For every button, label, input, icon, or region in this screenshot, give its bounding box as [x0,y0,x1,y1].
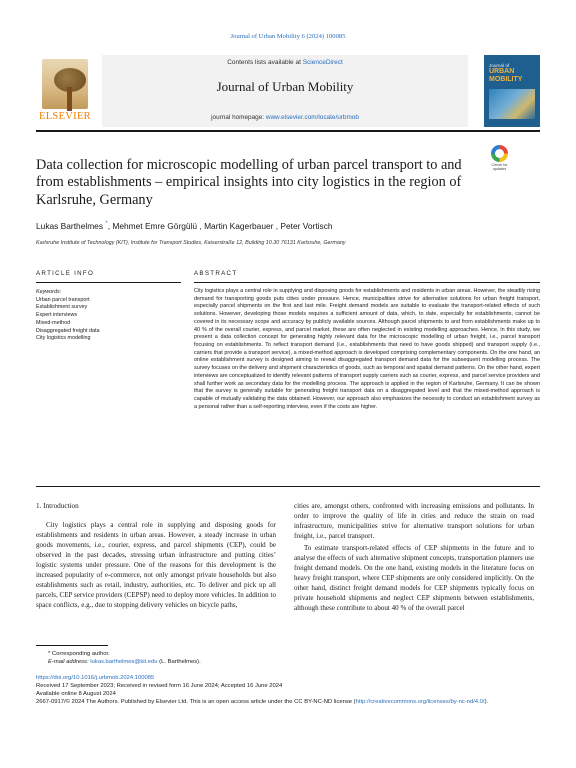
body-paragraph: City logistics plays a central role in supplying and disposing goods for establishments and residents in urban areas. However, a steady increase in urban goods movements, i.e., courier, express, and parcel shipments (CEP), could be observed in the past decades, stressing urban infrastructure and putting cities’ logistic systems under pressure. One of the reasons for this development is the increased popularity of e-commerce, not only amongst private households but also establishments such as retail, industry, authorities, etc. To deliver and pick up all parcels, CEP service providers (CEPSP) need to deploy more vehicles. In addition to space conflicts, e.g., due to stopping delivery vehicles on bicycle paths, [36,520,276,609]
doi-link[interactable]: https://doi.org/10.1016/j.urbmob.2024.100085 [36,675,155,681]
header-divider [36,130,540,132]
keyword-item: Urban parcel transport [36,296,90,303]
body-paragraph: cities are, amongst others, confronted with increasing emissions and pollutants. In order to improve the quality of life in cities and reduce the strain on road infrastructure, municipalities strive for alternative transport solutions for urban freight, i.e., parcel transport. [294,502,534,540]
author-name[interactable]: Lukas Barthelmes [36,221,104,231]
available-online-date: Available online 8 August 2024 [36,691,116,697]
abstract-bottom-divider [36,486,540,487]
keyword-item: Mixed-method [36,319,71,326]
abstract-heading: ABSTRACT [194,270,238,277]
sciencedirect-link[interactable]: ScienceDirect [302,59,343,66]
keyword-item: Expert interviews [36,312,78,319]
keywords-label: Keywords: [36,289,62,295]
abstract-text: City logistics plays a central role in supplying and disposing goods for establishments and residents in urban areas. However, the steadily rising demand for transporting goods puts cities under pressure. Hence, municipalities strive for alternative solutions for urban freight transport, especially parcel shipments on the first and last mile. Freight demand models are suitable to evaluate the transport-related effects of such solutions. However, developing those models requires a sufficient amount of data, which, to date, especially for establishments, cannot be covered in its necessary scope and accuracy by publicly available sources. Although parcel shipments to and from establishments make up to 40 % of the overall courier, express, and parcel market, these are often neglected in existing modelling approaches. Hence, in this study, we present a data collection concept for generating highly relevant data for the microscopic modelling of urban freight, i.e., parcel transport focusing on establishments. To reflect transport demand (i.e., establishments that need to have goods shipped) and transport supply (i.e., carriers that provide a transport service), a mixed-method approach is developed comprising complementary components. On the one hand, an online establishment survey is designed aiming to reveal disaggregated transport demand data for the subsequent modelling process. The survey focuses on the delivery and shipment characteristics of goods, such as temporal and spatial demand patterns. On the other hand, expert interviews are conceptualized to identify relevant patterns of transport supply carriers such as courier, express, and parcel service providers and shall further work as secondary data for the modelling process. The approach is applied in the region of Karlsruhe, Germany. It can be shown that the survey is generally suitable for generating freight transport data on a disaggregated level and that the mixed-method approach is capable of mutually validating the data obtained. However, our approach also emphasizes the necessity to conduct an establishment survey as a personal rather than a self-reporting interview, even if the costs are higher. [194,288,540,410]
abstract-divider [194,282,540,283]
contents-line: Contents lists available at ScienceDirect [227,59,343,66]
body-paragraph: To estimate transport-related effects of CEP shipments in the future and to analyse the effects of such alternative shipment concepts, transportation planners use freight demand models. On the one hand, existing models in the literature focus on heavy freight transport, where CEP shipments are only considered implicitly. On the other hand, distinct freight demand models for CEP shipments typically focus on private household shipments and neglect CEP shipments between establishments, although these contribute to about 40 % of the overall parcel [294,543,534,612]
footnotes [36,650,541,706]
email-note: E-mail address: lukas.barthelmes@kit.edu (L. Barthelmes). [48,659,201,665]
elsevier-logo[interactable] [36,55,94,127]
keyword-item: City logistics modelling [36,335,91,342]
footnote-divider [36,645,108,646]
journal-homepage-link[interactable]: www.elsevier.com/locate/urbmob [265,114,359,121]
license-statement: 2667-0917/© 2024 The Authors. Published by Elsevier Ltd. This is an open access article under the CC BY-NC-ND license (http://creativecommons.org/licenses/by-nc-nd/4.0/). [36,699,489,705]
author-names-rest: , Mehmet Emre Görgülü , Martin Kagerbauer , Peter Vortisch [107,221,333,231]
publisher-name: ELSEVIER [39,111,91,122]
tree-logo-icon [42,59,88,109]
journal-title[interactable]: Journal of Urban Mobility [216,79,354,94]
email-link[interactable]: lukas.barthelmes@kit.edu [90,659,158,665]
journal-cover-image[interactable]: Journal of URBAN MOBILITY [484,55,540,127]
keyword-item: Disaggregated freight data [36,327,100,334]
keyword-item: Establishment survey [36,304,88,311]
journal-banner [102,55,468,127]
keywords-list [36,289,181,343]
journal-citation-link[interactable]: Journal of Urban Mobility 6 (2024) 100085 [230,33,346,40]
article-info-heading: ARTICLE INFO [36,270,95,277]
affiliation: Karlsruhe Institute of Technology (KIT), Institute for Transport Studies, Kaiserstraße 12, Building 10.30 76131 Karlsruhe, Germany [36,240,346,246]
license-link[interactable]: http://creativecommons.org/licenses/by-nc-nd/4.0/ [355,699,485,705]
corresponding-author-marker[interactable]: * [105,221,108,228]
article-title: Data collection for microscopic modelling of urban parcel transport to and from establishments – empirical insights into city logistics in the region of Karlsruhe, Germany [36,157,462,208]
body-column-left [36,502,276,611]
received-dates: Received 17 September 2023; Received in revised form 16 June 2024; Accepted 16 June 2024 [36,683,283,689]
homepage-line: journal homepage: www.elsevier.com/locate/urbmob [211,114,359,121]
author-list [36,221,516,231]
corresponding-author-note: * Corresponding author. [48,651,110,657]
article-info-divider [36,282,181,283]
section-heading-introduction: 1. Introduction [36,502,79,510]
journal-header [36,55,540,127]
cover-artwork [489,89,535,119]
body-column-right [294,502,534,613]
check-for-updates-button[interactable]: Check for updates [486,145,512,175]
